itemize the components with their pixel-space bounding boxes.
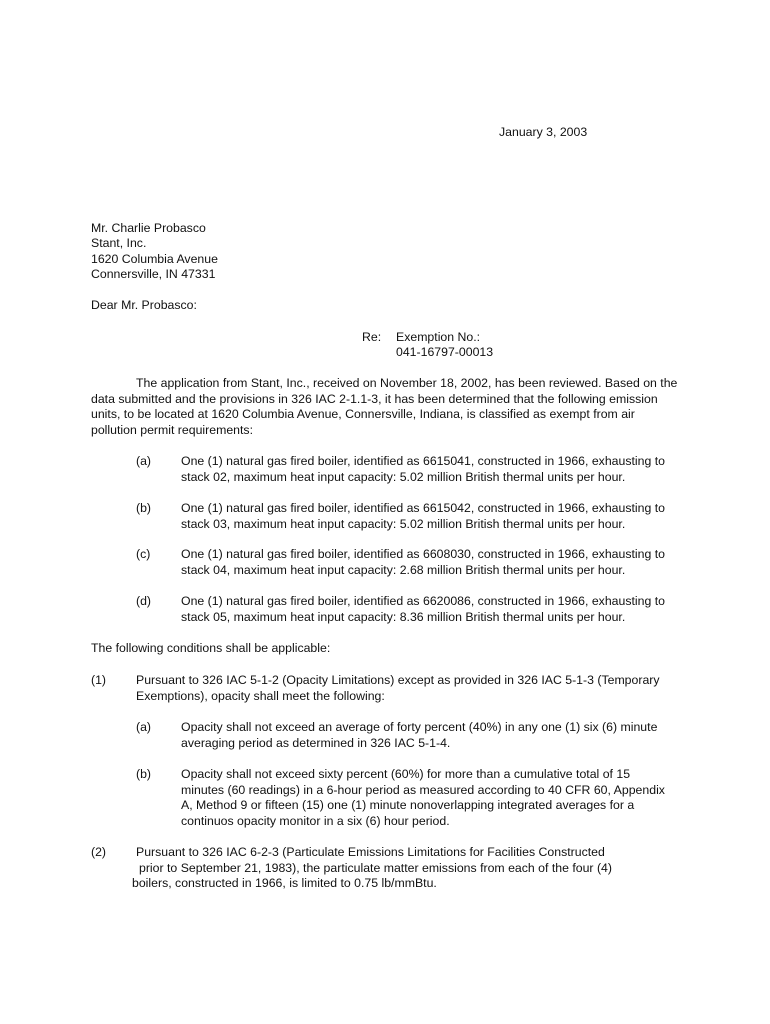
condition-label: (1) <box>91 673 107 687</box>
intro-line: The application from Stant, Inc., received on November 18, 2002, has been reviewed. Based on the <box>136 376 678 390</box>
re-title: Exemption No.: <box>396 330 481 344</box>
condition-text: boilers, constructed in 1966, is limited to 0.75 lb/mmBtu. <box>132 876 437 890</box>
condition-label: (2) <box>91 845 107 859</box>
salutation: Dear Mr. Probasco: <box>91 298 197 312</box>
list-item-text: One (1) natural gas fired boiler, identified as 6608030, constructed in 1966, exhausting to <box>181 547 665 561</box>
list-item-label: (c) <box>136 547 151 561</box>
sub-item-text: A, Method 9 or fifteen (15) one (1) minute nonoverlapping integrated averages for a <box>181 798 635 812</box>
sub-item-text: continuos opacity monitor in a six (6) hour period. <box>181 814 450 828</box>
list-item-text: stack 02, maximum heat input capacity: 5.02 million British thermal units per hour. <box>181 470 626 484</box>
sub-item-label: (a) <box>136 720 152 734</box>
condition-text: prior to September 21, 1983), the particulate matter emissions from each of the four (4) <box>139 861 612 875</box>
re-number: 041-16797-00013 <box>396 345 494 359</box>
condition-text: Pursuant to 326 IAC 5-1-2 (Opacity Limitations) except as provided in 326 IAC 5-1-3 (Temporary <box>136 673 660 687</box>
list-item-text: One (1) natural gas fired boiler, identified as 6615041, constructed in 1966, exhausting to <box>181 454 665 468</box>
recipient-company: Stant, Inc. <box>91 236 147 250</box>
sub-item-text: minutes (60 readings) in a 6-hour period as measured according to 40 CFR 60, Appendix <box>181 783 665 797</box>
list-item-label: (d) <box>136 594 152 608</box>
sub-item-text: Opacity shall not exceed sixty percent (60%) for more than a cumulative total of 15 <box>181 767 631 781</box>
list-item-label: (b) <box>136 501 152 515</box>
list-item-text: stack 04, maximum heat input capacity: 2.68 million British thermal units per hour. <box>181 563 626 577</box>
intro-line: units, to be located at 1620 Columbia Avenue, Connersville, Indiana, is classified as exempt from air <box>91 407 635 421</box>
list-item-text: stack 03, maximum heat input capacity: 5.02 million British thermal units per hour. <box>181 517 626 531</box>
recipient-city: Connersville, IN 47331 <box>91 267 216 281</box>
list-item-text: One (1) natural gas fired boiler, identified as 6615042, constructed in 1966, exhausting to <box>181 501 665 515</box>
re-label: Re: <box>362 330 382 344</box>
list-item-label: (a) <box>136 454 152 468</box>
recipient-street: 1620 Columbia Avenue <box>91 252 218 266</box>
letter-date: January 3, 2003 <box>499 125 588 139</box>
sub-item-label: (b) <box>136 767 152 781</box>
intro-line: pollution permit requirements: <box>91 423 253 437</box>
recipient-name: Mr. Charlie Probasco <box>91 221 206 235</box>
conditions-heading: The following conditions shall be applicable: <box>91 641 331 655</box>
sub-item-text: Opacity shall not exceed an average of forty percent (40%) in any one (1) six (6) minute <box>181 720 658 734</box>
intro-line: data submitted and the provisions in 326 IAC 2-1.1-3, it has been determined that the following emission <box>91 392 658 406</box>
condition-text: Pursuant to 326 IAC 6-2-3 (Particulate Emissions Limitations for Facilities Constructed <box>136 845 605 859</box>
list-item-text: One (1) natural gas fired boiler, identified as 6620086, constructed in 1966, exhausting to <box>181 594 665 608</box>
list-item-text: stack 05, maximum heat input capacity: 8.36 million British thermal units per hour. <box>181 610 626 624</box>
condition-text: Exemptions), opacity shall meet the following: <box>136 689 385 703</box>
sub-item-text: averaging period as determined in 326 IAC 5-1-4. <box>181 736 451 750</box>
